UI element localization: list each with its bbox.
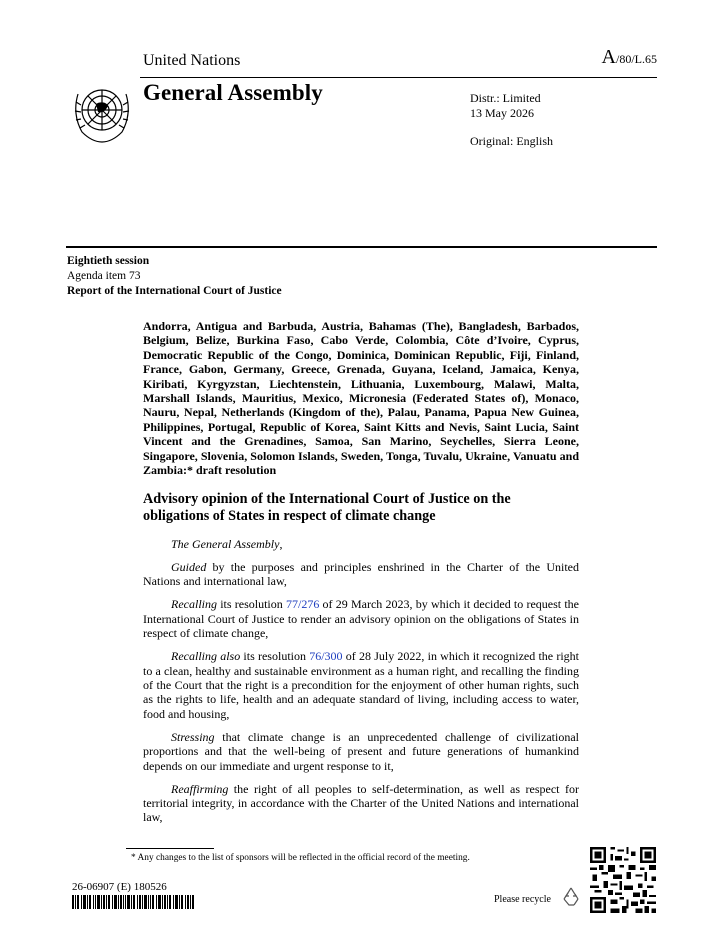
- symbol-main: A: [601, 46, 616, 68]
- resolution-title: Advisory opinion of the International Court of Justice on the obligations of States in respect of climate change: [143, 491, 511, 524]
- paragraph-lead: Reaffirming: [171, 781, 229, 796]
- resolution-body: [143, 537, 579, 833]
- footnote: * Any changes to the list of sponsors will be reflected in the official record of the meeting.: [131, 853, 470, 863]
- footnote-rule: [126, 848, 214, 849]
- paragraph-lead: The General Assembly: [171, 537, 280, 551]
- qr-code: [590, 847, 656, 913]
- barcode: [72, 895, 194, 909]
- paragraph: Reaffirming the right of all peoples to self-determination, as well as respect for territorial integrity, in accordance with the Charter of the United Nations and international law,: [143, 781, 579, 825]
- org-name: United Nations: [143, 52, 241, 69]
- paragraph: Recalling its resolution 77/276 of 29 March 2023, by which it decided to request the International Court of Justice to render an advisory opinion on the obligations of States in respect of climate change,: [143, 597, 579, 641]
- recycle-label: Please recycle: [494, 894, 551, 905]
- paragraph: Guided by the purposes and principles enshrined in the Charter of the United Nations and international law,: [143, 560, 579, 589]
- session-name: Eightieth session: [67, 255, 150, 267]
- paragraph-lead: Recalling: [171, 597, 217, 612]
- resolution-link-77-276[interactable]: 77/276: [285, 597, 320, 612]
- paragraph: The General Assembly,: [171, 537, 283, 551]
- distribution: Distr.: Limited: [470, 91, 541, 105]
- original-language: Original: English: [470, 134, 553, 148]
- document-number: 26-06907 (E) 180526: [72, 881, 167, 893]
- paragraph: Stressing that climate change is an unprecedented challenge of civilizational proportions and that the well-being of present and future generations of humankind depends on our immediate and urgent response to it,: [143, 729, 579, 773]
- paragraph-lead: Stressing: [171, 729, 215, 744]
- paragraph: Recalling also its resolution 76/300 of 28 July 2022, in which it recognized the right to a clean, healthy and sustainable environment as a human right, and recalling the finding of the Court that the right is a precondition for the enjoyment of other human rights, such as the rights to life, health and an adequate standard of living, including access to water, food and housing,: [143, 649, 579, 721]
- resolution-link-76-300[interactable]: 76/300: [309, 649, 343, 664]
- organ-title: General Assembly: [143, 80, 323, 105]
- agenda-item: Agenda item 73: [67, 270, 141, 282]
- main-rule: [66, 246, 657, 248]
- distribution-block: [470, 91, 541, 120]
- issue-date: 13 May 2026: [470, 105, 534, 120]
- paragraph-lead: Guided: [171, 560, 207, 574]
- recycle-icon: [560, 885, 582, 907]
- session-block: [67, 254, 282, 299]
- report-title: Report of the International Court of Justice: [67, 285, 282, 297]
- un-emblem-icon: [68, 80, 136, 146]
- sponsors-list: Andorra, Antigua and Barbuda, Austria, Bahamas (The), Bangladesh, Barbados, Belgium, Belize, Burkina Faso, Cabo Verde, Colombia, Côte d’Ivoire, Cyprus, Democratic Republic of the Congo, Dominica, Dominican Republic, Fiji, Finland, France, Gabon, Germany, Greece, Grenada, Guyana, Iceland, Jamaica, Kenya, Kiribati, Kyrgyzstan, Liechtenstein, Lithuania, Luxembourg, Malawi, Malta, Marshall Islands, Mauritius, Mexico, Micronesia (Federated States of), Monaco, Nauru, Nepal, Netherlands (Kingdom of the), Palau, Panama, Papua New Guinea, Philippines, Portugal, Republic of Korea, Saint Kitts and Nevis, Saint Lucia, Saint Vincent and the Grenadines, Samoa, San Marino, Seychelles, Sierra Leone, Singapore, Slovenia, Solomon Islands, Sweden, Tonga, Tuvalu, Ukraine, Vanuatu and Zambia:* draft resolution: [143, 319, 579, 478]
- paragraph-lead: Recalling also: [171, 649, 241, 664]
- symbol-sub: /80/L.65: [616, 52, 657, 66]
- document-symbol: [602, 46, 657, 69]
- header-rule: [140, 77, 657, 78]
